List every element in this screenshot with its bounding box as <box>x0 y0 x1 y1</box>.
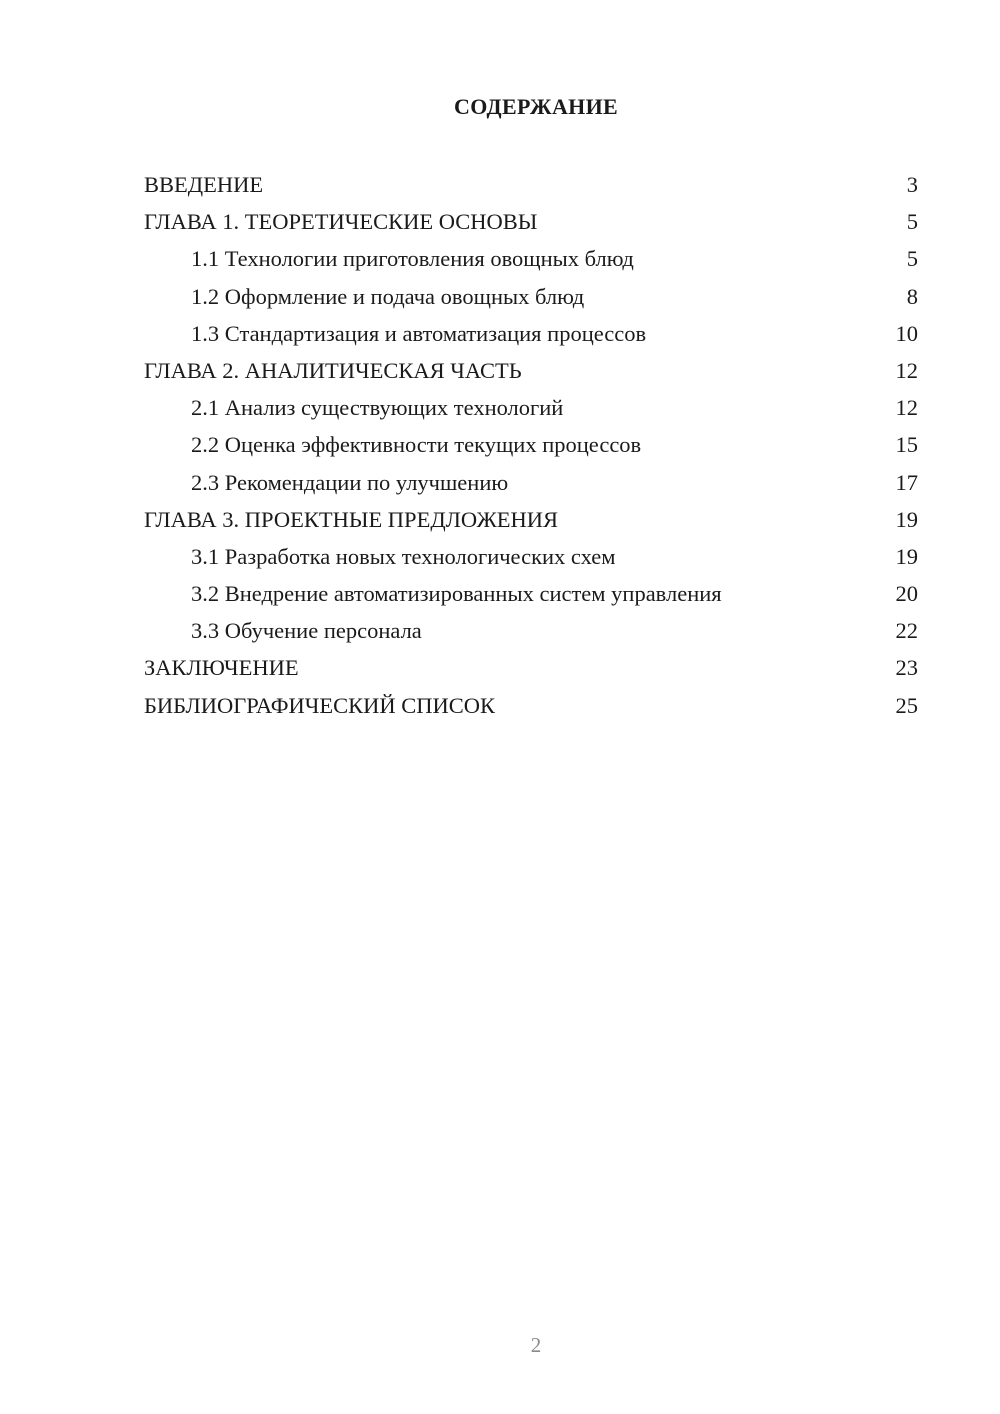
toc-entry-page: 12 <box>895 395 918 421</box>
toc-entry-introduction <box>144 166 918 203</box>
toc-entry-section-3-2 <box>144 575 918 612</box>
toc-entry-chapter-2 <box>144 352 918 389</box>
toc-entry-page: 17 <box>895 469 918 495</box>
toc-entry-page: 20 <box>895 581 918 607</box>
toc-entry-label: БИБЛИОГРАФИЧЕСКИЙ СПИСОК <box>144 692 496 718</box>
toc-entry-page: 12 <box>895 357 918 383</box>
toc-entry-page: 15 <box>895 432 918 458</box>
toc-entry-label: ГЛАВА 1. ТЕОРЕТИЧЕСКИЕ ОСНОВЫ <box>144 209 538 235</box>
toc-entry-section-1-1 <box>144 240 918 277</box>
toc-entry-section-1-2 <box>144 278 918 315</box>
toc-entry-label: ВВЕДЕНИЕ <box>144 172 264 197</box>
toc-entry-label: 1.3 Стандартизация и автоматизация процессов <box>191 320 647 346</box>
toc-entry-label: 2.1 Анализ существующих технологий <box>191 395 564 421</box>
toc-entry-label: ЗАКЛЮЧЕНИЕ <box>144 655 299 681</box>
toc-entry-section-2-2 <box>144 426 918 463</box>
toc-entry-page: 19 <box>895 543 918 569</box>
toc-entry-bibliography <box>144 687 918 724</box>
table-of-contents <box>144 166 918 724</box>
toc-entry-label: ГЛАВА 2. АНАЛИТИЧЕСКАЯ ЧАСТЬ <box>144 357 522 383</box>
toc-entry-page: 10 <box>895 320 918 346</box>
toc-entry-section-2-3 <box>144 464 918 501</box>
toc-entry-section-2-1 <box>144 389 918 426</box>
toc-entry-label: 3.1 Разработка новых технологических схем <box>191 543 616 569</box>
toc-entry-page: 22 <box>895 618 918 644</box>
toc-entry-section-3-1 <box>144 538 918 575</box>
toc-entry-label: 3.2 Внедрение автоматизированных систем управления <box>191 581 722 607</box>
toc-entry-label: 2.2 Оценка эффективности текущих процессов <box>191 432 642 458</box>
toc-entry-page: 19 <box>895 506 918 532</box>
toc-entry-label: ГЛАВА 3. ПРОЕКТНЫЕ ПРЕДЛОЖЕНИЯ <box>144 506 559 532</box>
toc-entry-page: 5 <box>906 209 918 235</box>
toc-entry-page: 23 <box>895 655 918 681</box>
toc-entry-conclusion <box>144 649 918 686</box>
toc-entry-chapter-1 <box>144 203 918 240</box>
toc-entry-page: 5 <box>906 246 918 272</box>
toc-title: СОДЕРЖАНИЕ <box>454 94 618 119</box>
toc-entry-label: 1.2 Оформление и подача овощных блюд <box>191 283 585 309</box>
toc-entry-section-3-3 <box>144 612 918 649</box>
toc-entry-section-1-3 <box>144 315 918 352</box>
toc-entry-label: 1.1 Технологии приготовления овощных блюд <box>191 246 634 272</box>
toc-entry-page: 8 <box>906 283 918 309</box>
toc-entry-label: 2.3 Рекомендации по улучшению <box>191 469 509 495</box>
toc-entry-page: 25 <box>895 692 918 718</box>
toc-entry-label: 3.3 Обучение персонала <box>191 618 422 644</box>
toc-entry-chapter-3 <box>144 501 918 538</box>
page-number: 2 <box>530 1333 542 1357</box>
toc-entry-page: 3 <box>906 172 918 197</box>
